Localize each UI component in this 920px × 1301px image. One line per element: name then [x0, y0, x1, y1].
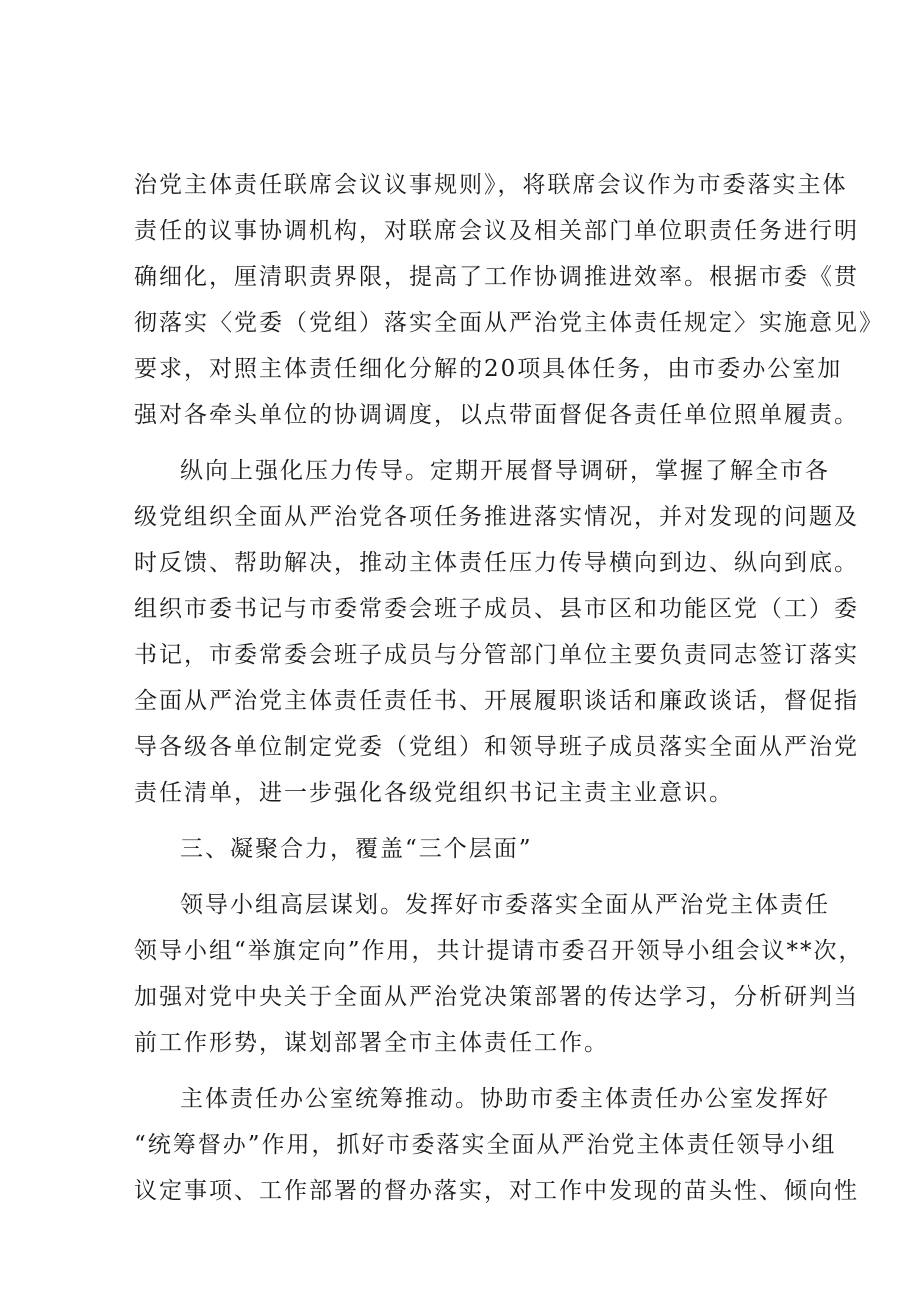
text-line: 全面从严治党主体责任责任书、开展履职谈话和廉政谈话，督促指	[134, 688, 859, 714]
paragraph-continuation	[134, 162, 884, 438]
document-body	[134, 162, 884, 1214]
text-line: “统筹督办”作用，抓好市委落实全面从严治党主体责任领导小组	[134, 1132, 837, 1158]
paragraph-vertical-pressure	[134, 448, 859, 816]
text-line: 组织市委书记与市委常委会班子成员、县市区和功能区党（工）委	[134, 596, 859, 622]
text-line: 议定事项、工作部署的督办落实，对工作中发现的苗头性、倾向性	[134, 1178, 859, 1204]
text-line: 责任的议事协调机构，对联席会议及相关部门单位职责任务进行明	[134, 218, 859, 244]
text-line: 加强对党中央关于全面从严治党决策部署的传达学习，分析研判当	[134, 984, 859, 1010]
text-line: 领导小组“举旗定向”作用，共计提请市委召开领导小组会议**次，	[134, 938, 864, 964]
paragraph-office-coordination	[134, 1076, 859, 1214]
text-line: 领导小组高层谋划。发挥好市委落实全面从严治党主体责任	[180, 892, 830, 918]
text-line: 导各级各单位制定党委（党组）和领导班子成员落实全面从严治党	[134, 734, 859, 760]
text-line: 级党组织全面从严治党各项任务推进落实情况，并对发现的问题及	[134, 504, 859, 530]
text-line: 前工作形势，谋划部署全市主体责任工作。	[134, 1030, 609, 1056]
section-heading	[134, 826, 814, 872]
text-line: 强对各牵头单位的协调调度，以点带面督促各责任单位照单履责。	[134, 402, 859, 428]
text-line: 彻落实〈党委（党组）落实全面从严治党主体责任规定〉实施意见》	[134, 310, 884, 336]
text-line: 治党主体责任联席会议议事规则》，将联席会议作为市委落实主体	[134, 172, 848, 198]
paragraph-leading-group	[134, 882, 864, 1066]
text-line: 时反馈、帮助解决，推动主体责任压力传导横向到边、纵向到底。	[134, 550, 859, 576]
text-line: 责任清单，进一步强化各级党组织书记主责主业意识。	[134, 780, 734, 806]
text-line: 纵向上强化压力传导。定期开展督导调研，掌握了解全市各	[180, 458, 830, 484]
text-line: 主体责任办公室统筹推动。协助市委主体责任办公室发挥好	[180, 1086, 830, 1112]
text-line: 要求，对照主体责任细化分解的20项具体任务，由市委办公室加	[134, 356, 843, 382]
text-line: 书记，市委常委会班子成员与分管部门单位主要负责同志签订落实	[134, 642, 859, 668]
heading-text: 三、凝聚合力，覆盖“三个层面”	[180, 836, 533, 862]
text-line: 确细化，厘清职责界限，提高了工作协调推进效率。根据市委《贯	[134, 264, 859, 290]
